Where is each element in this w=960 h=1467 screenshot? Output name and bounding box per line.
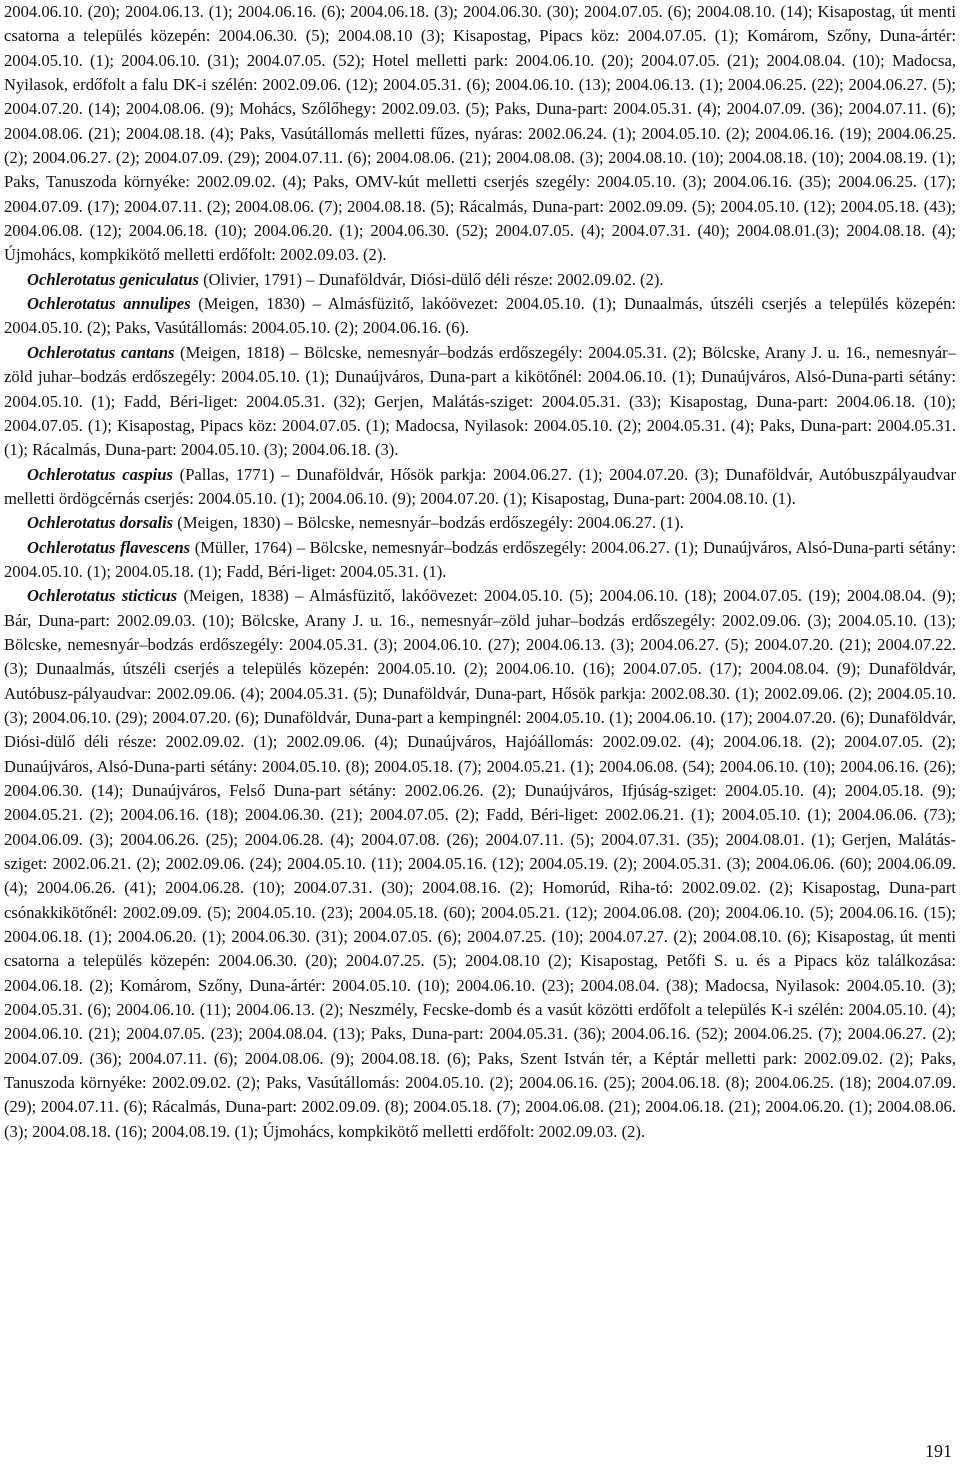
species-name: Ochlerotatus cantans <box>27 342 175 362</box>
species-entry-flavescens <box>4 536 956 585</box>
species-entry-cantans <box>4 341 956 463</box>
species-name: Ochlerotatus caspius <box>27 464 173 484</box>
species-entry-sticticus <box>4 584 956 1144</box>
paragraph-text: (Pallas, 1771) – Dunaföldvár, Hősök parkja: 2004.06.27. (1); 2004.07.20. (3); Dunaföldvár, Autóbuszpályaudvar melletti ördögcérnás cserjés: 2004.05.10. (1); 2004.06.10. (9); 2004.07.20. (1); Kisapostag, Duna-part: 2004.08.10. (1). <box>4 464 957 508</box>
paragraph-text: (Meigen, 1830) – Bölcske, nemesnyár–bodzás erdőszegély: 2004.06.27. (1). <box>173 513 684 533</box>
text-body <box>4 0 956 1144</box>
species-entry-annulipes <box>4 292 956 341</box>
page-number: 191 <box>925 1441 952 1461</box>
paragraph-text: (Meigen, 1818) – Bölcske, nemesnyár–bodzás erdőszegély: 2004.05.31. (2); Bölcske, Arany J. u. 16., nemesnyár–zöld juhar–bodzás erdőszegély: 2004.05.10. (1); Dunaújváros, Duna-part a kikötőnél: 2004.06.10. (1); Dunaújváros, Alsó-Duna-parti sétány: 2004.05.10. (1); Fadd, Béri-liget: 2004.05.31. (32); Gerjen, Malátás-sziget: 2004.05.31. (33); Kisapostag, Duna-part: 2004.06.18. (10); 2004.07.05. (1); Kisapostag, Pipacs köz: 2004.07.05. (1); Madocsa, Nyilasok: 2004.05.10. (2); 2004.05.31. (4); Paks, Duna-part: 2004.05.31. (1); Rácalmás, Duna-part: 2004.05.10. (3); 2004.06.18. (3). <box>4 342 956 460</box>
paragraph-text: (Olivier, 1791) – Dunaföldvár, Diósi-dülő déli része: 2002.09.02. (2). <box>198 269 664 289</box>
species-name: Ochlerotatus annulipes <box>27 294 191 314</box>
species-name: Ochlerotatus flavescens <box>27 537 191 557</box>
species-entry-geniculatus <box>4 268 956 292</box>
paragraph-continued-records <box>4 0 956 268</box>
paragraph-text: 2004.06.10. (20); 2004.06.13. (1); 2004.06.16. (6); 2004.06.18. (3); 2004.06.30. (30); 2004.07.05. (6); 2004.08.10. (14); Kisapostag, út menti csatorna a település közepén: 2004.06.30. (5); 2004.08.10 (3); Kisapostag, Pipacs köz: 2004.07.05. (1); Komárom, Szőny, Duna-ártér: 2004.05.10. (1); 2004.06.10. (31); 2004.07.05. (52); Hotel melletti park: 2004.06.10. (20); 2004.07.05. (21); 2004.08.04. (10); Madocsa, Nyilasok, erdőfolt a falu DK-i szélén: 2002.09.06. (12); 2004.05.31. (6); 2004.06.10. (13); 2004.06.13. (1); 2004.06.25. (22); 2004.06.27. (5); 2004.07.20. (14); 2004.08.06. (9); Mohács, Szőlőhegy: 2002.09.03. (5); Paks, Duna-part: 2004.05.31. (4); 2004.07.09. (36); 2004.07.11. (6); 2004.08.06. (21); 2004.08.18. (4); Paks, Vasútállomás melletti fűzes, nyáras: 2002.06.24. (1); 2004.05.10. (2); 2004.06.16. (19); 2004.06.25. (2); 2004.06.27. (2); 2004.07.09. (29); 2004.07.11. (6); 2004.08.06. (21); 2004.08.08. (3); 2004.08.10. (10); 2004.08.18. (10); 2004.08.19. (1); Paks, Tanuszoda környéke: 2002.09.02. (4); Paks, OMV-kút melletti cserjés szegély: 2004.05.10. (3); 2004.06.16. (35); 2004.06.25. (17); 2004.07.09. (17); 2004.07.11. (2); 2004.08.06. (7); 2004.08.18. (5); Rácalmás, Duna-part: 2002.09.09. (5); 2004.05.10. (12); 2004.05.18. (43); 2004.06.08. (12); 2004.06.18. (10); 2004.06.20. (1); 2004.06.30. (52); 2004.07.05. (4); 2004.07.31. (40); 2004.08.01.(3); 2004.08.18. (4); Újmohács, kompkikötő melletti erdőfolt: 2002.09.03. (2). <box>4 2 956 265</box>
species-name: Ochlerotatus geniculatus <box>27 269 199 289</box>
paragraph-text: (Müller, 1764) – Bölcske, nemesnyár–bodzás erdőszegély: 2004.06.27. (1); Dunaújváros, Alsó-Duna-parti sétány: 2004.05.10. (1); 2004.05.18. (1); Fadd, Béri-liget: 2004.05.31. (1). <box>4 537 956 581</box>
paragraph-text: (Meigen, 1830) – Almásfüzitő, lakóövezet: 2004.05.10. (1); Dunaalmás, útszéli cserjés a település közepén: 2004.05.10. (2); Paks, Vasútállomás: 2004.05.10. (2); 2004.06.16. (6). <box>4 294 957 338</box>
species-entry-caspius <box>4 463 956 512</box>
paragraph-text: (Meigen, 1838) – Almásfüzitő, lakóövezet: 2004.05.10. (5); 2004.06.10. (18); 2004.07.05. (19); 2004.08.04. (9); Bár, Duna-part: 2002.09.03. (10); Bölcske, Arany J. u. 16., nemesnyár–zöld juhar–bodzás erdőszegély: 2002.09.06. (3); 2004.05.10. (13); Bölcske, nemesnyár–bodzás erdőszegély: 2004.05.31. (3); 2004.06.10. (27); 2004.06.13. (3); 2004.06.27. (5); 2004.07.20. (21); 2004.07.22. (3); Dunaalmás, útszéli cserjés a település közepén: 2004.05.10. (2); 2004.06.10. (16); 2004.07.05. (17); 2004.08.04. (9); Dunaföldvár, Autóbusz-pályaudvar: 2002.09.06. (4); 2004.05.31. (5); Dunaföldvár, Duna-part, Hősök parkja: 2002.08.30. (1); 2002.09.06. (2); 2004.05.10. (3); 2004.06.10. (29); 2004.07.20. (6); Dunaföldvár, Duna-part a kempingnél: 2004.05.10. (1); 2004.06.10. (17); 2004.07.20. (6); Dunaföldvár, Diósi-dülő déli része: 2002.09.02. (1); 2002.09.06. (4); Dunaújváros, Hajóállomás: 2002.09.02. (4); 2004.06.18. (2); 2004.07.05. (2); Dunaújváros, Alsó-Duna-parti sétány: 2004.05.10. (8); 2004.05.18. (7); 2004.05.21. (1); 2004.06.08. (54); 2004.06.10. (10); 2004.06.16. (26); 2004.06.30. (14); Dunaújváros, Felső Duna-part sétány: 2002.06.26. (2); Dunaújváros, Ifjúság-sziget: 2004.05.10. (4); 2004.05.18. (9); 2004.05.21. (2); 2004.06.16. (18); 2004.06.30. (21); 2004.07.05. (2); Fadd, Béri-liget: 2002.06.21. (1); 2004.05.10. (1); 2004.06.06. (73); 2004.06.09. (3); 2004.06.26. (25); 2004.06.28. (4); 2004.07.08. (26); 2004.07.11. (5); 2004.07.31. (35); 2004.08.01. (1); Gerjen, Malátás-sziget: 2002.06.21. (2); 2002.09.06. (24); 2004.05.10. (11); 2004.05.16. (12); 2004.05.19. (2); 2004.05.31. (3); 2004.06.06. (60); 2004.06.09. (4); 2004.06.26. (41); 2004.06.28. (10); 2004.07.31. (30); 2004.08.16. (2); Homorúd, Riha-tó: 2002.09.02. (2); Kisapostag, Duna-part csónakkikötőnél: 2002.09.09. (5); 2004.05.10. (23); 2004.05.18. (60); 2004.05.21. (12); 2004.06.08. (20); 2004.06.10. (5); 2004.06.16. (15); 2004.06.18. (1); 2004.06.20. (1); 2004.06.30. (31); 2004.07.05. (6); 2004.07.25. (10); 2004.07.27. (2); 2004.08.10. (6); Kisapostag, út menti csatorna a település közepén: 2004.06.30. (20); 2004.07.25. (5); 2004.08.10 (2); Kisapostag, Petőfi S. u. és a Pipacs köz találkozása: 2004.06.18. (2); Komárom, Szőny, Duna-ártér: 2004.05.10. (10); 2004.06.10. (23); 2004.08.04. (38); Madocsa, Nyilasok: 2004.05.10. (3); 2004.05.31. (6); 2004.06.10. (11); 2004.06.13. (2); Neszmély, Fecske-domb és a vasút közötti erdőfolt a település K-i szélén: 2004.05.10. (4); 2004.06.10. (21); 2004.07.05. (23); 2004.08.04. (13); Paks, Duna-part: 2004.05.31. (36); 2004.06.16. (52); 2004.06.25. (7); 2004.06.27. (2); 2004.07.09. (36); 2004.07.11. (6); 2004.08.06. (9); 2004.08.18. (6); Paks, Szent István tér, a Képtár melletti park: 2002.09.02. (2); Paks, Tanuszoda környéke: 2002.09.02. (2); Paks, Vasútállomás: 2004.05.10. (2); 2004.06.16. (25); 2004.06.18. (8); 2004.06.25. (18); 2004.07.09. (29); 2004.07.11. (6); Rácalmás, Duna-part: 2002.09.09. (8); 2004.05.18. (7); 2004.06.08. (21); 2004.06.18. (21); 2004.06.20. (1); 2004.08.06. (3); 2004.08.18. (16); 2004.08.19. (1); Újmohács, kompkikötő melletti erdőfolt: 2002.09.03. (2). <box>4 586 956 1141</box>
species-entry-dorsalis <box>4 511 956 535</box>
species-name: Ochlerotatus sticticus <box>27 586 178 606</box>
species-name: Ochlerotatus dorsalis <box>27 513 174 533</box>
